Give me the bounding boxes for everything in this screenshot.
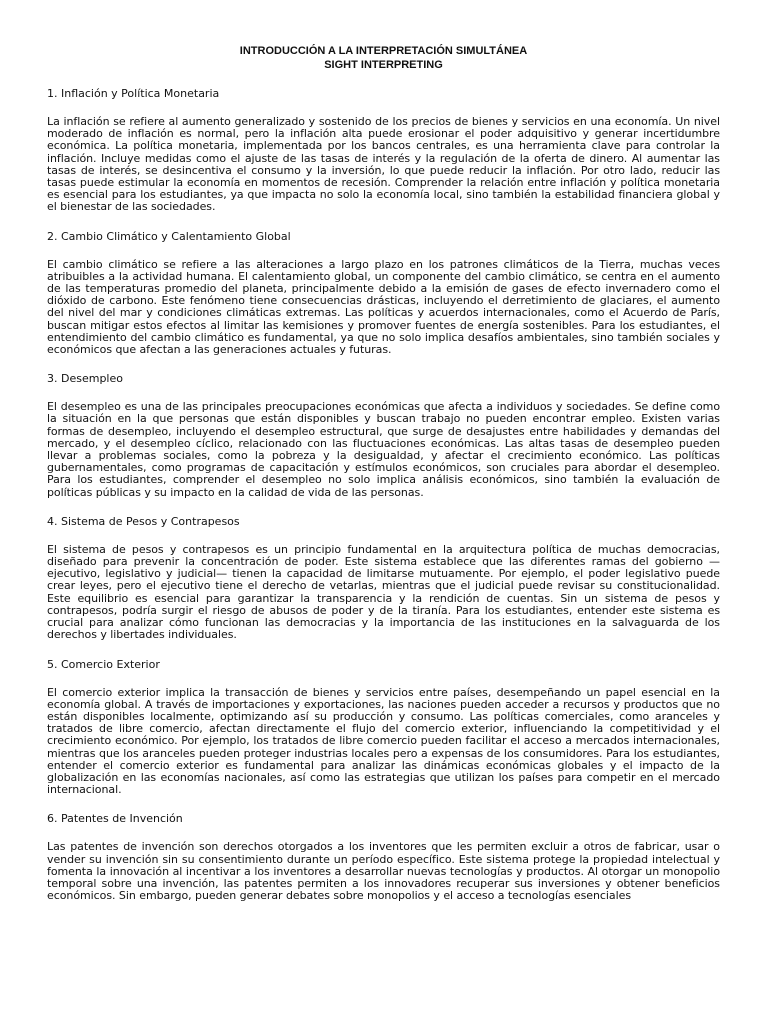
section-paragraph: El cambio climático se refiere a las alteraciones a largo plazo en los patrones climáticos de la Tierra, muchas veces atribuibles a la actividad humana. El calentamiento global, un componente del cambio climático, se centra en el aumento de las temperaturas promedio del planeta, principalmente debido a la emisión de gases de efecto invernadero como el dióxido de carbono. Este fenómeno tiene consecuencias drásticas, incluyendo el derretimiento de glaciares, el aumento del nivel del mar y condiciones climáticas extremas. Las políticas y acuerdos internacionales, como el Acuerdo de París, buscan mitigar estos efectos al limitar las kemisiones y promover fuentes de energía sostenibles. Para los estudiantes, el entendimiento del cambio climático es fundamental, ya que no solo implica desafíos ambientales, sino también sociales y económicos que afectan a las generaciones actuales y futuras. bbox=[47, 257, 720, 357]
document-title-line-2: SIGHT INTERPRETING bbox=[324, 59, 443, 71]
document-title-line-1: INTRODUCCIÓN A LA INTERPRETACIÓN SIMULTÁNEA bbox=[239, 45, 528, 57]
section-paragraph: El comercio exterior implica la transacción de bienes y servicios entre países, desempeñando un papel esencial en la economía global. A través de importaciones y exportaciones, las naciones pueden acceder a recursos y productos que no están disponibles localmente, optimizando así su producción y consumo. Las políticas comerciales, como aranceles y tratados de libre comercio, afectan directamente el flujo del comercio exterior, influenciando la competitividad y el crecimiento económico. Por ejemplo, los tratados de libre comercio pueden facilitar el acceso a mercados internacionales, mientras que los aranceles pueden proteger industrias locales pero a expensas de los consumidores. Para los estudiantes, entender el comercio exterior es fundamental para analizar las dinámicas económicas globales y el impacto de la globalización en las economías nacionales, así como las estrategias que utilizan los países para competir en el mercado internacional. bbox=[47, 685, 720, 797]
section-cambio-climatico bbox=[47, 230, 720, 357]
section-patentes bbox=[47, 812, 720, 902]
section-pesos-contrapesos bbox=[47, 515, 720, 642]
section-paragraph: El desempleo es una de las principales preocupaciones económicas que afecta a individuos y sociedades. Se define como la situación en la que personas que están disponibles y buscan trabajo no pueden encontrar empleo. Existen varias formas de desempleo, incluyendo el desempleo estructural, que surge de desajustes entre habilidades y demandas del mercado, y el desempleo cíclico, relacionado con las fluctuaciones económicas. Las altas tasas de desempleo pueden llevar a problemas sociales, como la pobreza y la desigualdad, y afectar el crecimiento económico. Las políticas gubernamentales, como programas de capacitación y estímulos económicos, son cruciales para abordar el desempleo. Para los estudiantes, comprender el desempleo no solo implica análisis económicos, sino también la evaluación de políticas públicas y su impacto en la calidad de vida de las personas. bbox=[47, 400, 720, 499]
section-paragraph: La inflación se refiere al aumento generalizado y sostenido de los precios de bienes y servicios en una economía. Un nivel moderado de inflación es normal, pero la inflación alta puede erosionar el poder adquisitivo y generar incertidumbre económica. La política monetaria, implementada por los bancos centrales, es una herramienta clave para controlar la inflación. Incluye medidas como el ajuste de las tasas de interés y la regulación de la oferta de dinero. Al aumentar las tasas de interés, se desincentiva el consumo y la inversión, lo que puede reducir la inflación. Por otro lado, reducir las tasas puede estimular la economía en momentos de recesión. Comprender la relación entre inflación y política monetaria es esencial para los estudiantes, ya que impacta no solo la economía local, sino también la estabilidad financiera global y el bienestar de las sociedades. bbox=[47, 115, 720, 214]
section-comercio-exterior bbox=[47, 658, 720, 797]
document-title bbox=[47, 44, 720, 72]
section-heading: 1. Inflación y Política Monetaria bbox=[47, 87, 220, 100]
section-inflacion bbox=[47, 87, 720, 214]
section-heading: 3. Desempleo bbox=[47, 372, 123, 386]
section-paragraph: Las patentes de invención son derechos otorgados a los inventores que les permiten excluir a otros de fabricar, usar o vender su invención sin su consentimiento durante un período específico. Este sistema protege la propiedad intelectual y fomenta la innovación al incentivar a los inventores a desarrollar nuevas tecnologías y productos. Al otorgar un monopolio temporal sobre una invención, las patentes permiten a los innovadores recuperar sus inversiones y obtener beneficios económicos. Sin embargo, pueden generar debates sobre monopolios y el acceso a tecnologías esenciales bbox=[47, 840, 720, 903]
section-heading: 6. Patentes de Invención bbox=[47, 812, 183, 826]
section-paragraph: El sistema de pesos y contrapesos es un principio fundamental en la arquitectura política de muchas democracias, diseñado para prevenir la concentración de poder. Este sistema establece que las diferentes ramas del gobierno — ejecutivo, legislativo y judicial— tienen la capacidad de limitarse mutuamente. Por ejemplo, el poder legislativo puede crear leyes, pero el ejecutivo tiene el derecho de vetarlas, mientras que el judicial puede revisar su constitucionalidad. Este equilibrio es esencial para garantizar la transparencia y la rendición de cuentas. Sin un sistema de pesos y contrapesos, podría surgir el riesgo de abusos de poder y de la tiranía. Para los estudiantes, entender este sistema es crucial para analizar cómo funcionan las democracias y la importancia de las instituciones en la salvaguarda de los derechos y libertades individuales. bbox=[47, 542, 720, 642]
section-heading: 5. Comercio Exterior bbox=[47, 657, 160, 671]
section-heading: 2. Cambio Climático y Calentamiento Global bbox=[47, 229, 291, 243]
section-desempleo bbox=[47, 372, 720, 499]
section-heading: 4. Sistema de Pesos y Contrapesos bbox=[47, 514, 240, 528]
